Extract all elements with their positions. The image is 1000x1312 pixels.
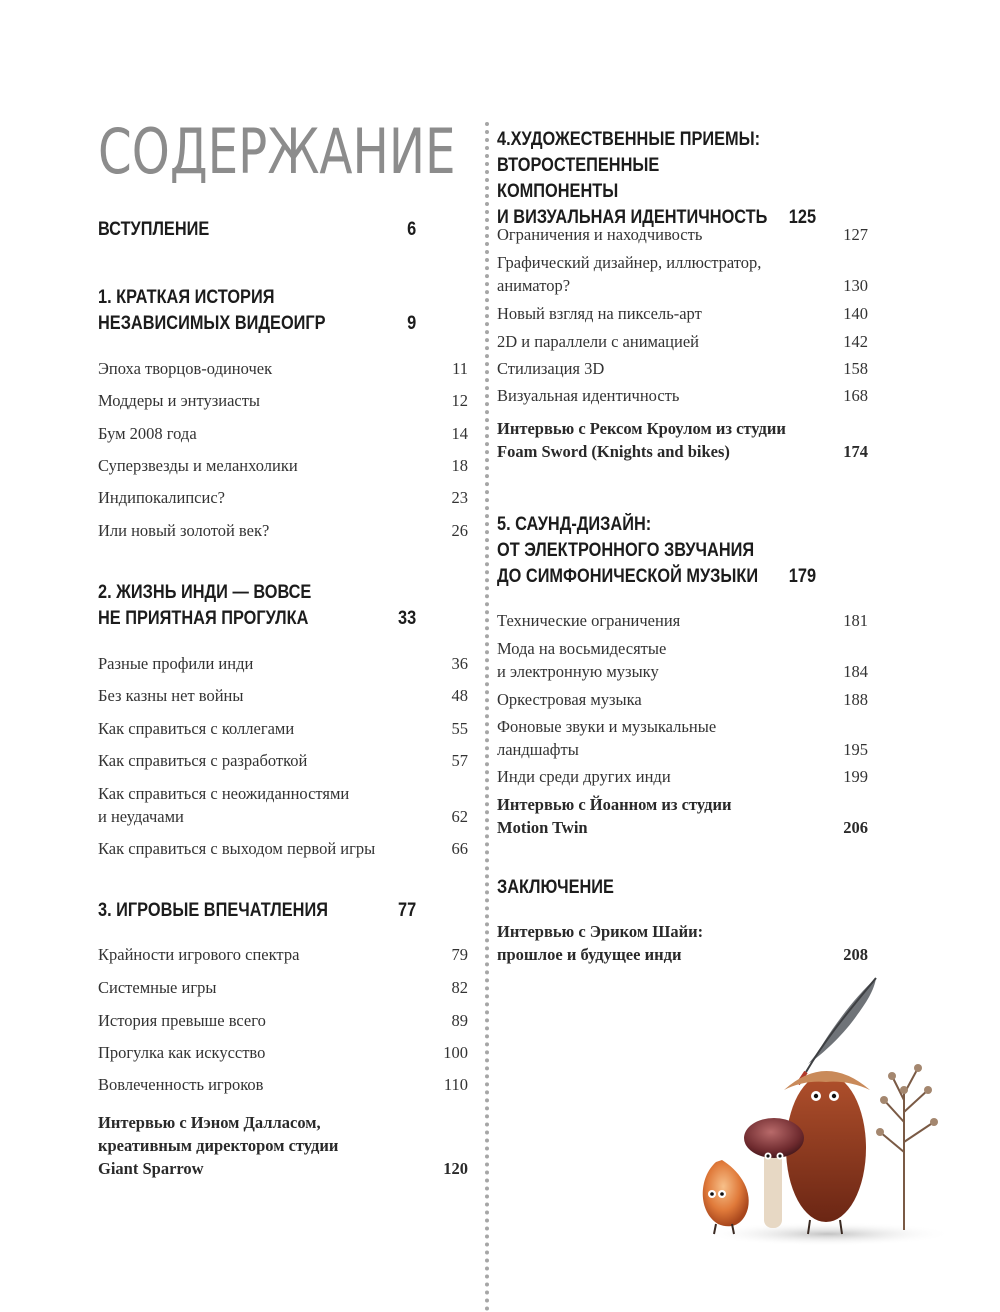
toc-item-title: Системные игры [98, 978, 217, 997]
interview-title-line: Интервью с Йоанном из студии [497, 795, 732, 814]
toc-item[interactable] [98, 684, 470, 707]
toc-chapter-4[interactable] [497, 127, 818, 231]
chapter-page: 33 [398, 608, 417, 629]
toc-item-page: 26 [451, 521, 468, 540]
toc-item-title-line: Графический дизайнер, иллюстратор, [497, 253, 762, 272]
quill-icon [798, 978, 876, 1084]
toc-item[interactable] [98, 1041, 470, 1064]
toc-item[interactable] [98, 717, 470, 740]
toc-item-page: 184 [843, 662, 868, 681]
toc-item-title: Индипокалипсис? [98, 488, 225, 507]
toc-item-title: Как справиться с коллегами [98, 719, 295, 738]
toc-item[interactable] [497, 609, 870, 632]
toc-item-title: Или новый золотой век? [98, 521, 270, 540]
chapter-title: ВСТУПЛЕНИЕ [98, 219, 210, 240]
toc-item[interactable] [98, 943, 470, 966]
interview-page: 174 [843, 442, 868, 461]
toc-chapter-3[interactable] [98, 898, 418, 924]
toc-item-title: Эпоха творцов-одиночек [98, 359, 273, 378]
interview-title-line: Интервью с Эриком Шайи: [497, 922, 704, 941]
toc-item-title: История превыше всего [98, 1011, 266, 1030]
toc-item-title-line: Мода на восьмидесятые [497, 639, 667, 658]
chapter-page: 179 [788, 566, 817, 587]
interview-title-line: прошлое и будущее инди [497, 945, 682, 964]
toc-item-title: Прогулка как искусство [98, 1043, 266, 1062]
small-creature-icon [703, 1160, 749, 1234]
toc-item-title-line: и электронную музыку [497, 662, 659, 681]
toc-item-title: Технические ограничения [497, 611, 681, 630]
toc-item-page: 14 [451, 424, 468, 443]
toc-item-title: Бум 2008 года [98, 424, 197, 443]
ground-shadow [703, 1222, 953, 1246]
toc-item[interactable] [98, 1009, 470, 1032]
toc-item-title: Новый взгляд на пиксель-арт [497, 304, 702, 323]
toc-item[interactable] [497, 715, 870, 761]
toc-item-page: 12 [451, 391, 468, 410]
toc-item-page: 158 [843, 359, 868, 378]
toc-item[interactable] [98, 837, 470, 860]
toc-item-page: 142 [843, 332, 868, 351]
toc-item-title: Суперзвезды и меланхолики [98, 456, 298, 475]
toc-item-page: 82 [451, 978, 468, 997]
toc-item-title-line: аниматор? [497, 276, 571, 295]
toc-item-page: 18 [451, 456, 468, 475]
big-creature-icon [784, 1071, 870, 1234]
toc-item-title: Ограничения и находчивость [497, 225, 703, 244]
chapter-title-line: НЕЗАВИСИМЫХ ВИДЕОИГР [98, 313, 326, 334]
dotted-column-divider [485, 122, 489, 1312]
page-title: СОДЕРЖАНИЕ [98, 115, 456, 188]
toc-item-page: 130 [843, 276, 868, 295]
interview-page: 206 [843, 818, 868, 837]
chapter-page: 9 [407, 313, 417, 334]
toc-item[interactable] [98, 749, 470, 772]
toc-item[interactable] [497, 302, 870, 325]
interview-title-line: Motion Twin [497, 818, 588, 837]
toc-item-title: Вовлеченность игроков [98, 1075, 264, 1094]
toc-item-page: 79 [451, 945, 468, 964]
toc-item-title: Без казны нет войны [98, 686, 244, 705]
toc-item-title: Визуальная идентичность [497, 386, 680, 405]
toc-item-title-line: ландшафты [497, 740, 579, 759]
toc-item[interactable] [98, 357, 470, 380]
toc-item-page: 11 [452, 359, 468, 378]
chapter-title-line: ВТОРОСТЕПЕННЫЕ КОМПОНЕНТЫ [497, 155, 660, 202]
toc-item[interactable] [497, 330, 870, 353]
toc-item-page: 57 [451, 751, 468, 770]
chapter-title-line: 1. КРАТКАЯ ИСТОРИЯ [98, 287, 275, 308]
toc-item-page: 181 [843, 611, 868, 630]
toc-item-page: 110 [443, 1075, 468, 1094]
interview-title-line: креативным директором студии [98, 1136, 339, 1155]
toc-item[interactable] [98, 454, 470, 477]
chapter-title-line: НЕ ПРИЯТНАЯ ПРОГУЛКА [98, 608, 309, 629]
toc-item-title-line: и неудачами [98, 807, 184, 826]
toc-item-page: 55 [451, 719, 468, 738]
toc-item-title: Как справиться с разработкой [98, 751, 308, 770]
toc-item-title-line: Как справиться с неожиданностями [98, 784, 350, 803]
interview-title-line: Foam Sword (Knights and bikes) [497, 442, 730, 461]
toc-item-title: Моддеры и энтузиасты [98, 391, 261, 410]
chapter-page: 77 [398, 900, 417, 921]
toc-interview[interactable] [497, 793, 870, 839]
interview-title-line: Giant Sparrow [98, 1159, 204, 1178]
toc-item-title: Оркестровая музыка [497, 690, 642, 709]
toc-item[interactable] [98, 652, 470, 675]
chapter-title-line: И ВИЗУАЛЬНАЯ ИДЕНТИЧНОСТЬ [497, 207, 768, 228]
chapter-title-line: ДО СИМФОНИЧЕСКОЙ МУЗЫКИ [497, 566, 759, 587]
toc-item-page: 66 [451, 839, 468, 858]
creatures-illustration [688, 972, 960, 1252]
toc-conclusion[interactable] [497, 875, 818, 901]
chapter-title: ЗАКЛЮЧЕНИЕ [497, 877, 614, 898]
toc-item-title: Инди среди других инди [497, 767, 671, 786]
chapter-title-line: 4.ХУДОЖЕСТВЕННЫЕ ПРИЕМЫ: [497, 129, 761, 150]
toc-item[interactable] [497, 251, 870, 297]
toc-chapter-intro[interactable] [98, 217, 418, 243]
toc-item-title: Крайности игрового спектра [98, 945, 300, 964]
toc-item-page: 168 [843, 386, 868, 405]
toc-item[interactable] [497, 384, 870, 407]
toc-item-page: 48 [451, 686, 468, 705]
chapter-page: 125 [788, 207, 817, 228]
toc-item[interactable] [98, 389, 470, 412]
chapter-title-line: 5. САУНД-ДИЗАЙН: [497, 514, 652, 535]
toc-interview[interactable] [497, 417, 870, 463]
toc-chapter-5[interactable] [497, 512, 818, 590]
toc-item-title: Как справиться с выходом первой игры [98, 839, 376, 858]
toc-item-page: 23 [451, 488, 468, 507]
toc-item-page: 62 [451, 807, 468, 826]
toc-interview[interactable] [98, 1111, 470, 1180]
toc-item-page: 188 [843, 690, 868, 709]
toc-item-page: 199 [843, 767, 868, 786]
toc-item[interactable] [98, 486, 470, 509]
toc-item[interactable] [98, 519, 470, 542]
toc-item-page: 89 [451, 1011, 468, 1030]
toc-item-page: 36 [451, 654, 468, 673]
chapter-title-line: 2. ЖИЗНЬ ИНДИ — ВОВСЕ [98, 582, 312, 603]
interview-title-line: Интервью с Рексом Кроулом из студии [497, 419, 786, 438]
toc-final-interview[interactable] [497, 920, 870, 966]
toc-item[interactable] [497, 765, 870, 788]
toc-item[interactable] [497, 357, 870, 380]
toc-item[interactable] [98, 976, 470, 999]
toc-item[interactable] [497, 688, 870, 711]
toc-item-title: Разные профили инди [98, 654, 254, 673]
chapter-title: 3. ИГРОВЫЕ ВПЕЧАТЛЕНИЯ [98, 900, 328, 921]
interview-title-line: Интервью с Иэном Далласом, [98, 1113, 321, 1132]
toc-item[interactable] [497, 637, 870, 683]
chapter-title-line: ОТ ЭЛЕКТРОННОГО ЗВУЧАНИЯ [497, 540, 755, 561]
toc-item[interactable] [98, 782, 470, 828]
toc-item-page: 100 [443, 1043, 468, 1062]
chapter-page: 6 [407, 219, 417, 240]
toc-item[interactable] [497, 223, 870, 246]
toc-item-page: 140 [843, 304, 868, 323]
toc-item[interactable] [98, 422, 470, 445]
interview-page: 120 [443, 1159, 468, 1178]
interview-page: 208 [843, 945, 868, 964]
toc-chapter-2[interactable] [98, 580, 418, 632]
toc-chapter-1[interactable] [98, 285, 418, 337]
toc-item-page: 127 [843, 225, 868, 244]
toc-item-title-line: Фоновые звуки и музыкальные [497, 717, 717, 736]
toc-item[interactable] [98, 1073, 470, 1096]
toc-item-title: Стилизация 3D [497, 359, 605, 378]
toc-item-title: 2D и параллели с анимацией [497, 332, 699, 351]
toc-item-page: 195 [843, 740, 868, 759]
